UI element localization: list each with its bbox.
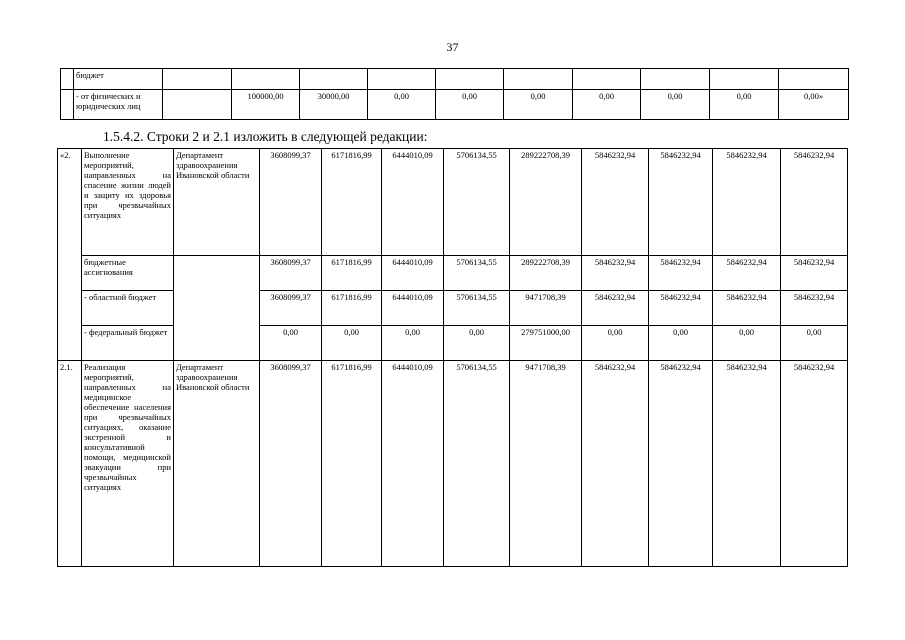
row-executor: Департамент здравоохранения Ивановской области bbox=[174, 149, 260, 256]
value-cell: 3608099,37 bbox=[260, 149, 322, 256]
value-cell: 5706134,55 bbox=[444, 256, 510, 291]
value-cell: 0,00 bbox=[582, 326, 649, 361]
row-name: - областной бюджет bbox=[82, 291, 174, 326]
row-name: бюджетные ассигнования bbox=[82, 256, 174, 291]
main-table bbox=[57, 148, 848, 567]
page-number: 37 bbox=[446, 40, 459, 54]
value-cell: 5706134,55 bbox=[444, 361, 510, 567]
row-name: Реализация мероприятий, направленных на медицинское обеспечение населения при чрезвычайных ситуациях, оказание экстренной и консультативной помощи, медицинской эвакуации при чрезвычайных ситуациях bbox=[82, 361, 174, 567]
value-cell: 5846232,94 bbox=[649, 291, 713, 326]
value-cell: 9471708,39 bbox=[510, 291, 582, 326]
value-cell: 5846232,94 bbox=[781, 291, 848, 326]
value-cell: 5846232,94 bbox=[781, 361, 848, 567]
cell-empty bbox=[174, 256, 260, 361]
value-cell: 0,00 bbox=[573, 90, 641, 120]
row-name: - федеральный бюджет bbox=[82, 326, 174, 361]
value-cell: 0,00 bbox=[649, 326, 713, 361]
value-cell: 0,00 bbox=[322, 326, 382, 361]
value-cell: 5706134,55 bbox=[444, 149, 510, 256]
row-label: - от физических и юридических лиц bbox=[74, 90, 163, 120]
cell-empty bbox=[163, 90, 232, 120]
table-row bbox=[58, 149, 848, 256]
value-cell: 5846232,94 bbox=[713, 256, 781, 291]
value-cell: 6444010,09 bbox=[382, 149, 444, 256]
value-cell: 5846232,94 bbox=[582, 361, 649, 567]
value-cell: 5846232,94 bbox=[649, 256, 713, 291]
value-cell: 6444010,09 bbox=[382, 291, 444, 326]
value-cell: 6171816,99 bbox=[322, 291, 382, 326]
row-number: 2.1. bbox=[58, 361, 82, 567]
value-cell: 289222708,39 bbox=[510, 149, 582, 256]
value-cell: 3608099,37 bbox=[260, 256, 322, 291]
cell-empty bbox=[61, 90, 74, 120]
value-cell: 6171816,99 bbox=[322, 256, 382, 291]
table-row bbox=[58, 256, 848, 291]
value-cell: 0,00 bbox=[444, 326, 510, 361]
value-cell: 5846232,94 bbox=[649, 149, 713, 256]
value-cell: 3608099,37 bbox=[260, 291, 322, 326]
value-cell: 0,00 bbox=[641, 90, 710, 120]
value-cell: 5846232,94 bbox=[713, 361, 781, 567]
row-name: Выполнение мероприятий, направленных на спасение жизни людей и защиту их здоровья при чрезвычайных ситуациях bbox=[82, 149, 174, 256]
value-cell: 279751000,00 bbox=[510, 326, 582, 361]
value-cell: 9471708,39 bbox=[510, 361, 582, 567]
value-cell: 0,00 bbox=[382, 326, 444, 361]
value-cell: 5846232,94 bbox=[713, 149, 781, 256]
row-label: бюджет bbox=[74, 69, 163, 90]
row-number: «2. bbox=[58, 149, 82, 361]
cell-empty bbox=[61, 69, 74, 90]
value-cell: 30000,00 bbox=[300, 90, 368, 120]
value-cell: 5846232,94 bbox=[649, 361, 713, 567]
row-executor: Департамент здравоохранения Ивановской области bbox=[174, 361, 260, 567]
value-cell: 100000,00 bbox=[232, 90, 300, 120]
value-cell: 0,00 bbox=[710, 90, 779, 120]
value-cell: 5706134,55 bbox=[444, 291, 510, 326]
value-cell: 6171816,99 bbox=[322, 361, 382, 567]
value-cell: 0,00 bbox=[781, 326, 848, 361]
table-row bbox=[58, 361, 848, 567]
value-cell: 5846232,94 bbox=[781, 256, 848, 291]
value-cell: 3608099,37 bbox=[260, 361, 322, 567]
value-cell: 5846232,94 bbox=[582, 291, 649, 326]
value-cell: 5846232,94 bbox=[582, 149, 649, 256]
value-cell: 5846232,94 bbox=[781, 149, 848, 256]
value-cell: 5846232,94 bbox=[582, 256, 649, 291]
value-cell: 6444010,09 bbox=[382, 256, 444, 291]
value-cell: 289222708,39 bbox=[510, 256, 582, 291]
value-cell: 6171816,99 bbox=[322, 149, 382, 256]
value-cell: 0,00 bbox=[713, 326, 781, 361]
value-cell: 0,00 bbox=[504, 90, 573, 120]
value-cell: 0,00 bbox=[260, 326, 322, 361]
value-cell: 6444010,09 bbox=[382, 361, 444, 567]
section-heading: 1.5.4.2. Строки 2 и 2.1 изложить в следующей редакции: bbox=[103, 129, 428, 144]
value-cell: 0,00 bbox=[368, 90, 436, 120]
top-table bbox=[60, 68, 849, 120]
value-cell: 5846232,94 bbox=[713, 291, 781, 326]
value-cell: 0,00» bbox=[779, 90, 849, 120]
value-cell: 0,00 bbox=[436, 90, 504, 120]
